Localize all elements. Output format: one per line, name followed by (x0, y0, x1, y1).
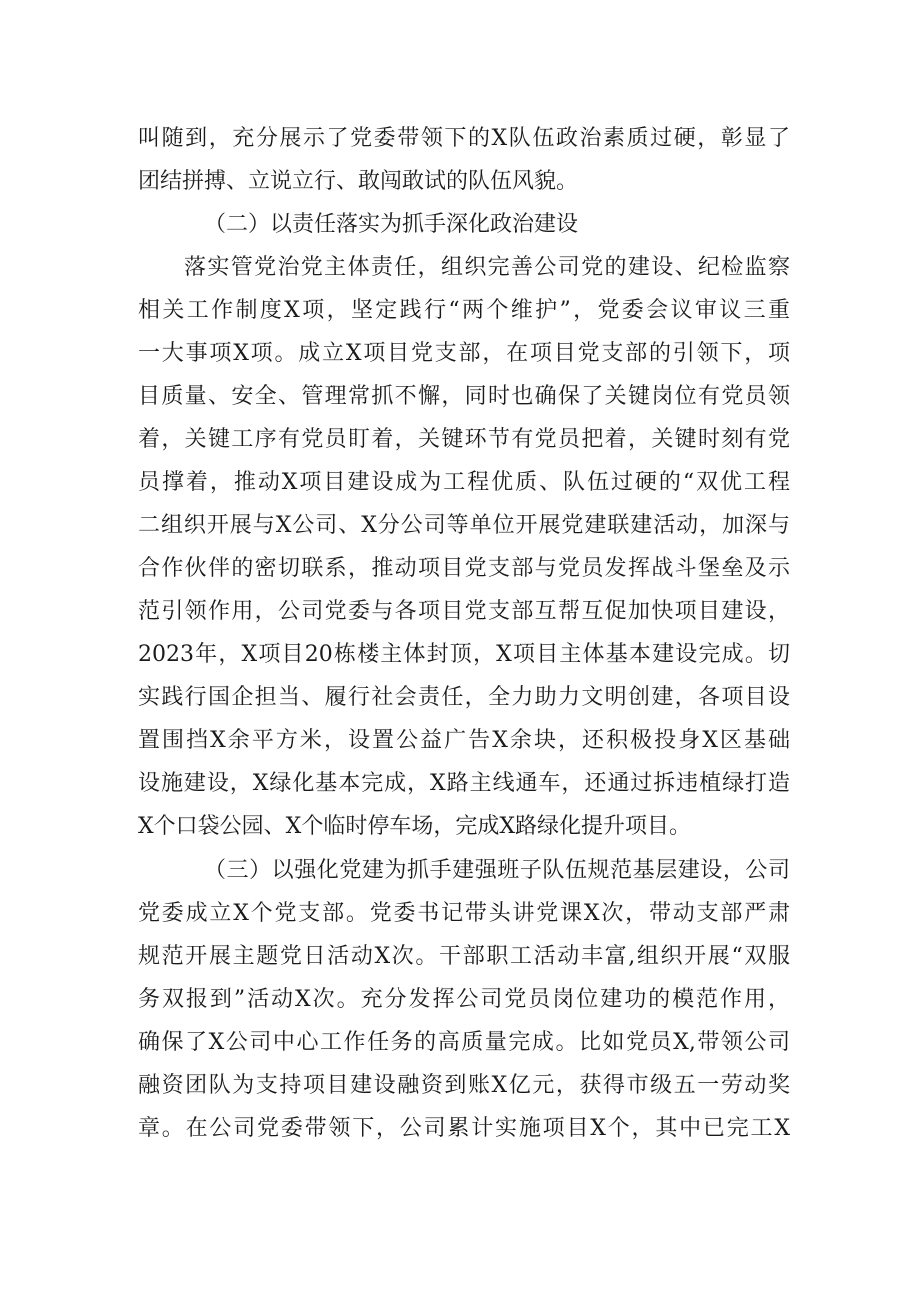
paragraph-line: 置围挡X余平方米，设置公益广告X余块，还积极投身X区基础 (138, 728, 790, 753)
paragraph-line: 合作伙伴的密切联系，推动项目党支部与党员发挥战斗堡垒及示 (138, 556, 790, 581)
paragraph-line: 着，关键工序有党员盯着，关键环节有党员把着，关键时刻有党 (138, 427, 790, 452)
paragraph-line: （三）以强化党建为抓手建强班子队伍规范基层建设，公司 (204, 858, 790, 883)
paragraph-line: X个口袋公园、X个临时停车场，完成X路绿化提升项目。 (138, 814, 691, 839)
paragraph-line: 一大事项X项。成立X项目党支部，在项目党支部的引领下，项 (138, 341, 790, 366)
section-heading: （二）以责任落实为抓手深化政治建设 (204, 212, 579, 237)
paragraph-line: 务双报到”活动X次。充分发挥公司党员岗位建功的模范作用， (138, 987, 790, 1012)
paragraph-line: 员撑着，推动X项目建设成为工程优质、队伍过硬的“双优工程 (138, 470, 790, 495)
paragraph-line: 范引领作用，公司党委与各项目党支部互帮互促加快项目建设， (138, 599, 790, 624)
paragraph-line: 章。在公司党委带领下，公司累计实施项目X个，其中已完工X (138, 1116, 790, 1141)
paragraph-line: 相关工作制度X项，坚定践行“两个维护”，党委会议审议三重 (138, 298, 790, 323)
paragraph-line: 2023年，X项目20栋楼主体封顶，X项目主体基本建设完成。切 (138, 642, 790, 667)
paragraph-line: 党委成立X个党支部。党委书记带头讲党课X次，带动支部严肃 (138, 901, 790, 926)
paragraph-line: 规范开展主题党日活动X次。干部职工活动丰富,组织开展“双服 (138, 944, 790, 969)
paragraph-line: 团结拼搏、立说立行、敢闯敢试的队伍风貌。 (138, 169, 579, 194)
paragraph-line: 落实管党治党主体责任，组织完善公司党的建设、纪检监察 (184, 255, 790, 280)
paragraph-line: 目质量、安全、管理常抓不懈，同时也确保了关键岗位有党员领 (138, 384, 790, 409)
paragraph-line: 二组织开展与X公司、X分公司等单位开展党建联建活动，加深与 (138, 513, 790, 538)
paragraph-line: 确保了X公司中心工作任务的高质量完成。比如党员X,带领公司 (138, 1030, 790, 1055)
paragraph-line: 设施建设，X绿化基本完成，X路主线通车，还通过拆违植绿打造 (138, 771, 790, 796)
paragraph-line: 实践行国企担当、履行社会责任，全力助力文明创建，各项目设 (138, 685, 790, 710)
paragraph-line: 融资团队为支持项目建设融资到账X亿元，获得市级五一劳动奖 (138, 1073, 790, 1098)
paragraph-line: 叫随到，充分展示了党委带领下的X队伍政治素质过硬，彰显了 (138, 126, 790, 151)
